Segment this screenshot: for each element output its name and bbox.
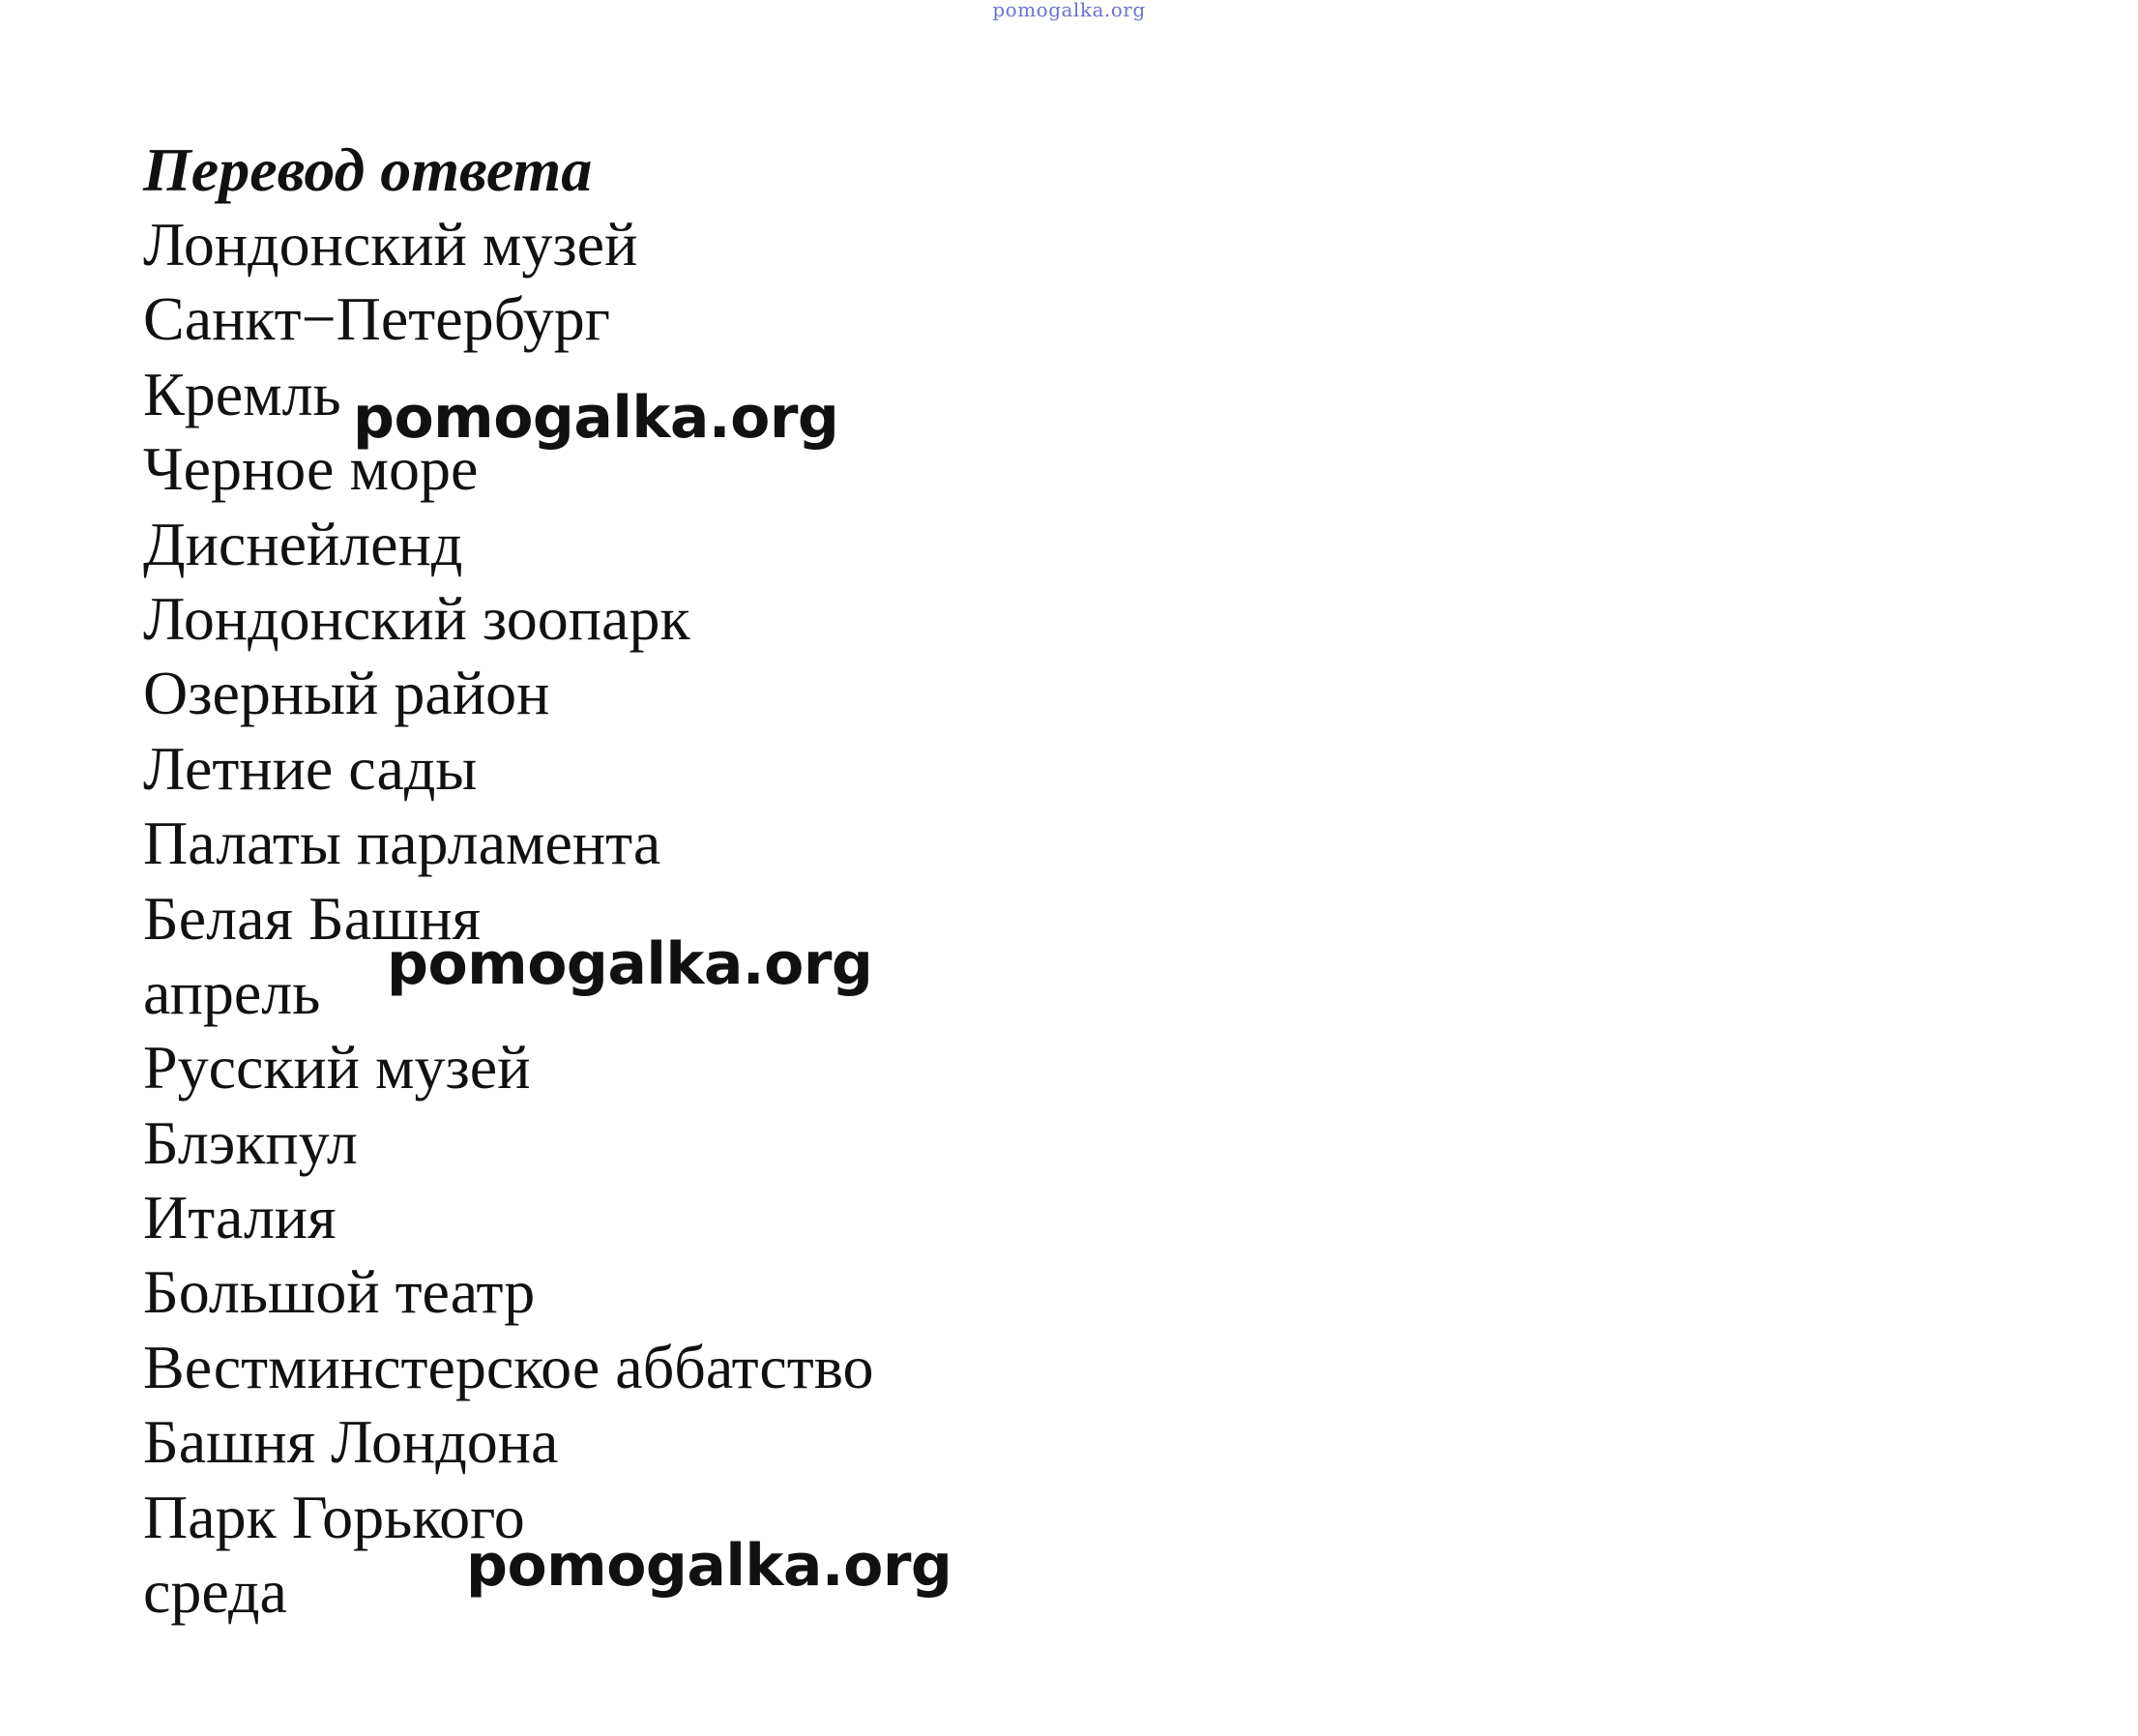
section-heading: Перевод ответа: [143, 135, 593, 204]
list-item: Диснейленд: [143, 509, 463, 578]
list-item: Кремль: [143, 359, 341, 428]
watermark-text: pomogalka.org: [353, 384, 839, 452]
watermark-text: pomogalka.org: [466, 1532, 952, 1600]
list-item: Парк Горького: [143, 1482, 525, 1551]
top-source-watermark: pomogalka.org: [992, 0, 1146, 21]
list-item: Вестминстерское аббатство: [143, 1332, 874, 1401]
list-item: Черное море: [143, 434, 479, 504]
answer-translation-block: [143, 137, 873, 1633]
list-item: Русский музей: [143, 1033, 531, 1103]
list-item: Италия: [143, 1183, 337, 1252]
watermark-text: pomogalka.org: [387, 930, 873, 998]
list-item: Озерный район: [143, 659, 550, 728]
list-item: Лондонский зоопарк: [143, 583, 690, 653]
list-item: Большой театр: [143, 1257, 536, 1327]
list-item: Белая Башня: [143, 883, 482, 953]
list-item: Лондонский музей: [143, 210, 638, 279]
list-item: Летние сады: [143, 733, 478, 803]
list-item: апрель: [143, 957, 321, 1027]
list-item: Санкт−Петербург: [143, 284, 611, 354]
list-item: Палаты парламента: [143, 809, 661, 878]
list-item: Блэкпул: [143, 1107, 358, 1177]
list-item: среда: [143, 1557, 287, 1627]
list-item: Башня Лондона: [143, 1407, 559, 1477]
